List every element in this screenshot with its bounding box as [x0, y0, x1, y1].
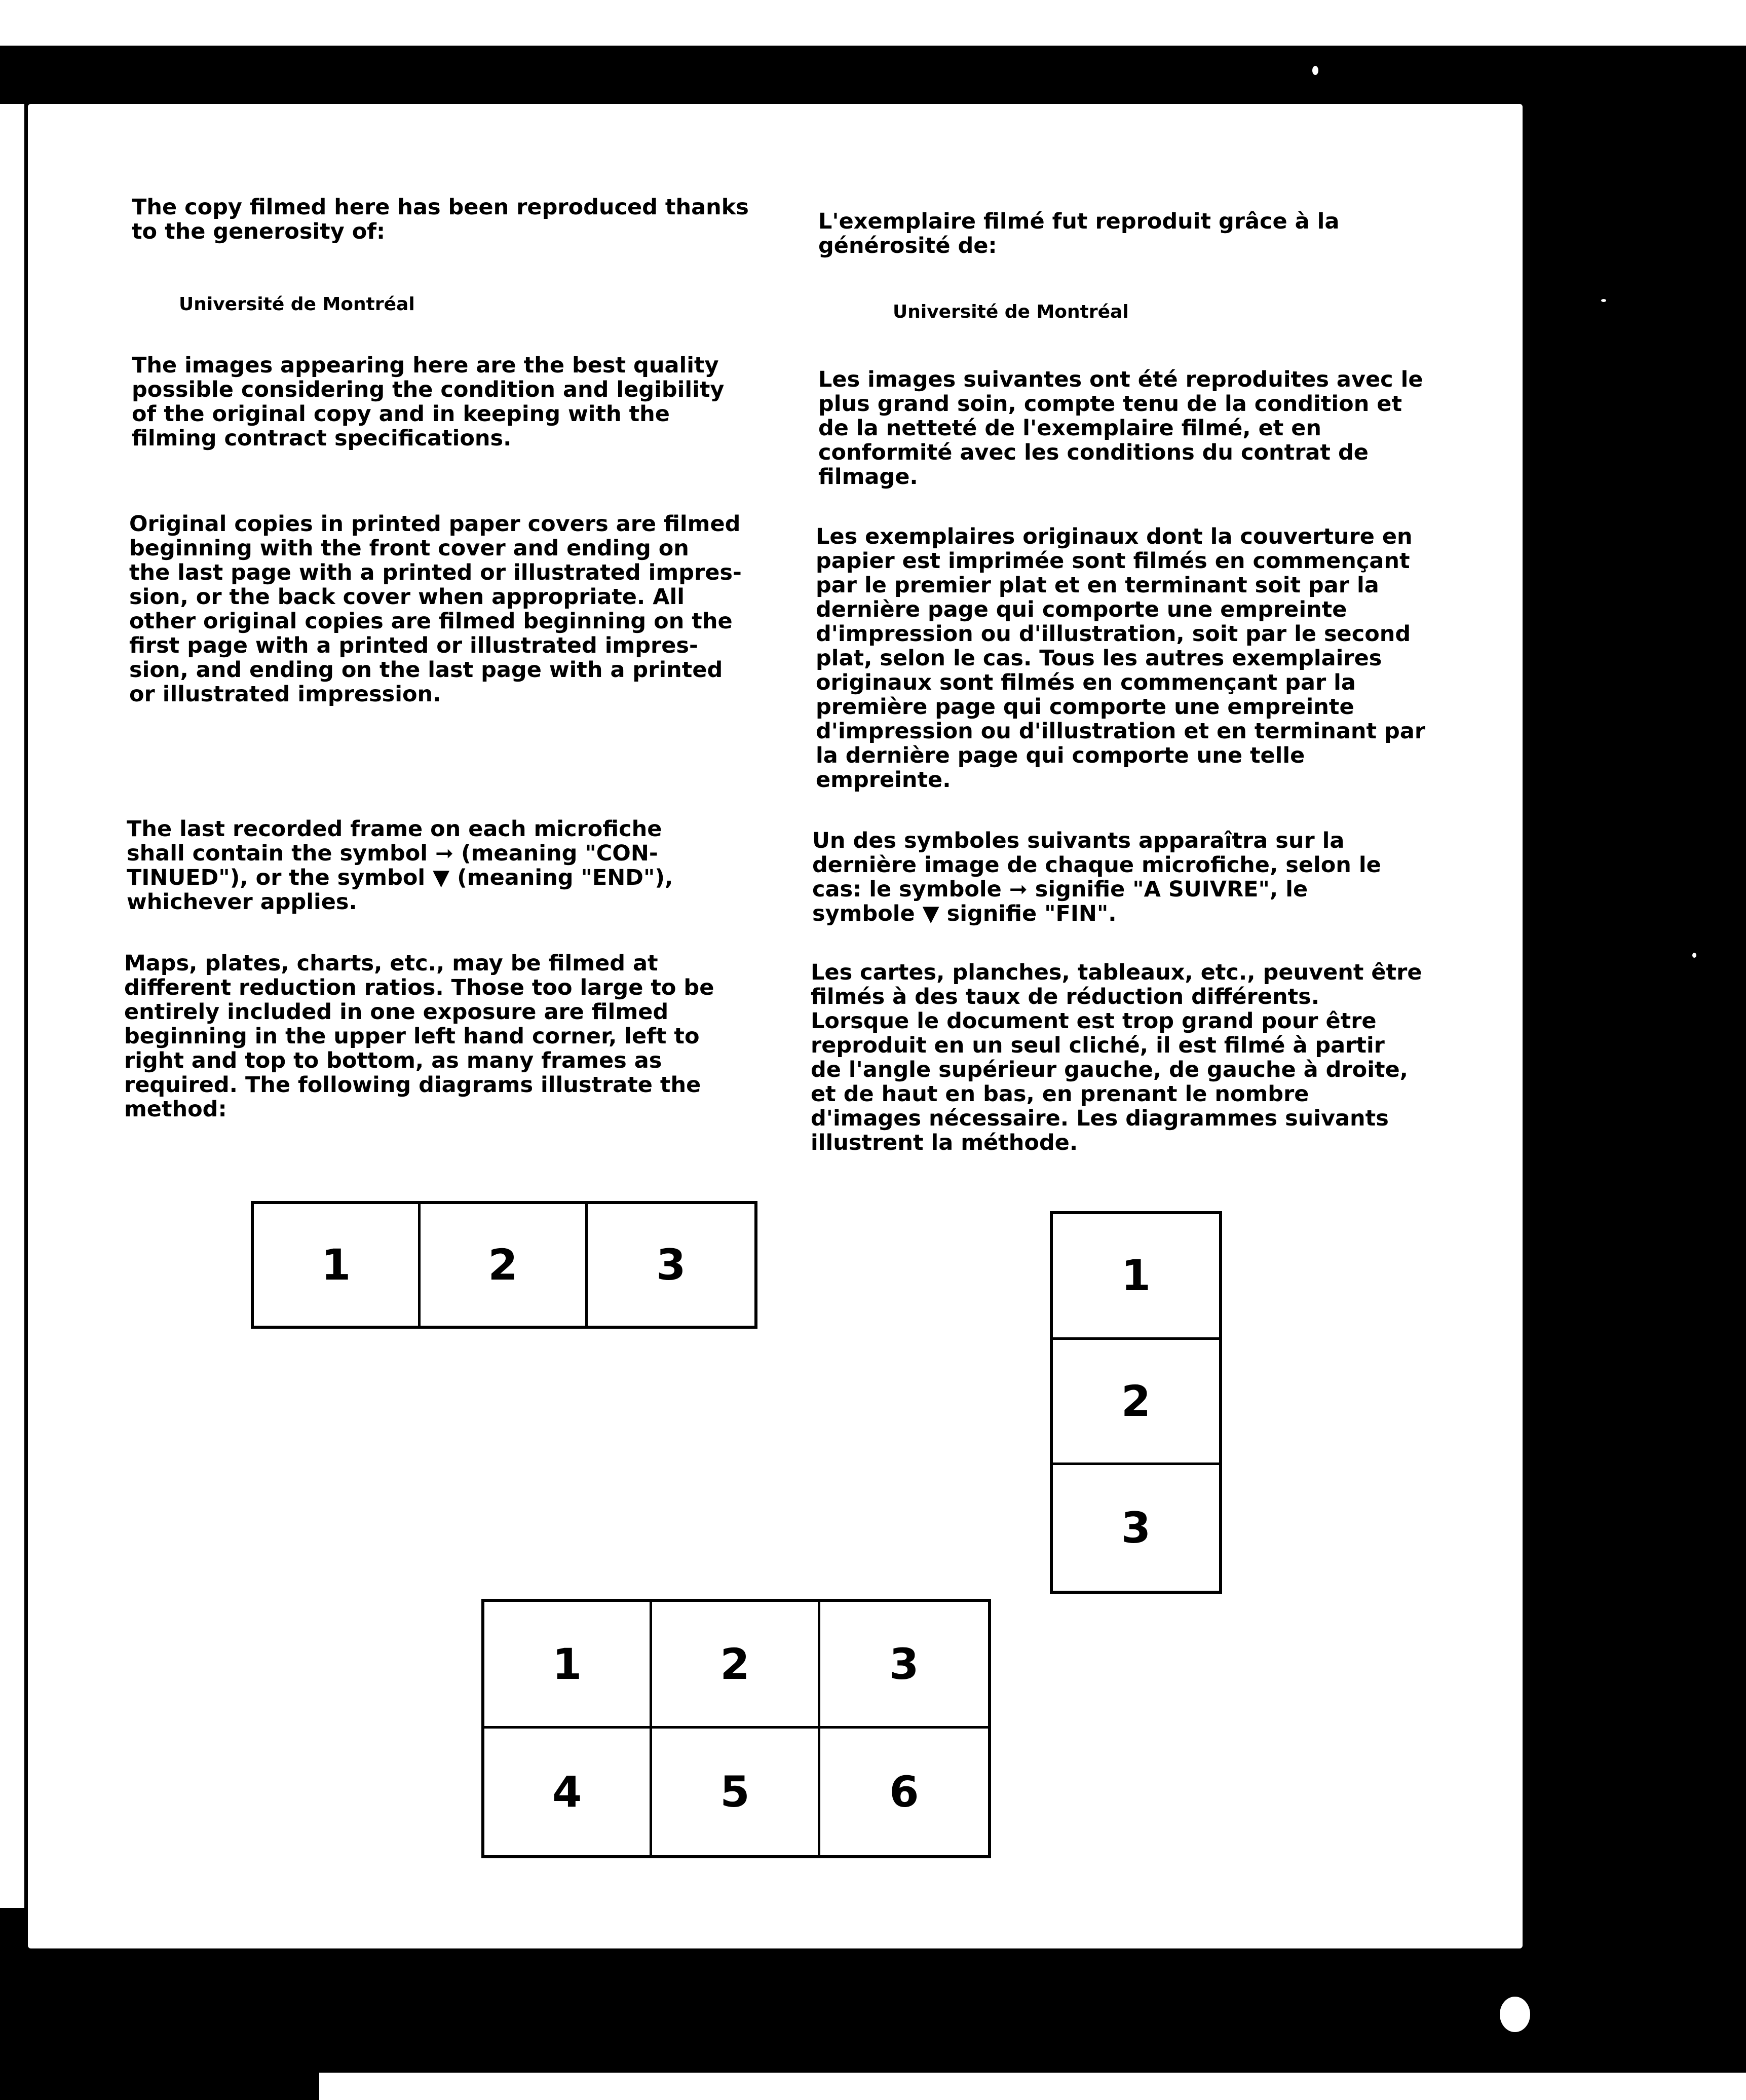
- frame-cell: 1: [254, 1204, 421, 1326]
- frame-cell: 2: [1053, 1340, 1219, 1466]
- french-quality-paragraph: Les images suivantes ont été reproduites avec le plus grand soin, compte tenu de la condition et de la netteté de l'exemplaire filmé, et en conformité avec les conditions du contrat de filmage.: [818, 367, 1423, 490]
- french-symbols-paragraph: Un des symboles suivants apparaîtra sur la dernière image de chaque microfiche, selon le cas: le symbole ➞ signifie "A SUIVRE", le symbole ▼ signifie "FIN".: [812, 828, 1381, 926]
- english-covers-paragraph: Original copies in printed paper covers are filmed beginning with the front cover and ending on the last page with a printed or illustrated impres- sion, or the back cover when appropriate. All other original copies are filmed beginning on the first page with a printed or illustrated impres- sion, and ending on the last page with a printed or illustrated impression.: [129, 511, 742, 707]
- frame-cell: 1: [1053, 1214, 1219, 1340]
- diagram-horizontal-three-frames: [251, 1201, 757, 1329]
- frame-cell: 3: [656, 1240, 686, 1290]
- dust-speck: [1500, 1997, 1530, 2032]
- english-symbols-paragraph: The last recorded frame on each microfiche shall contain the symbol ➞ (meaning "CON- TINUED"), or the symbol ▼ (meaning "END"), whichever applies.: [127, 816, 673, 915]
- frame-cell: 3: [1121, 1503, 1151, 1553]
- english-intro: The copy filmed here has been reproduced thanks to the generosity of:: [132, 195, 749, 244]
- diagram-six-frame-grid: [481, 1599, 991, 1858]
- dust-speck: [1312, 66, 1318, 75]
- english-maps-paragraph: Maps, plates, charts, etc., may be filmed at different reduction ratios. Those too large to be entirely included in one exposure are filmed beginning in the upper left hand corner, left to right and top to bottom, as many frames as required. The following diagrams illustrate the method:: [124, 951, 714, 1122]
- french-maps-paragraph: Les cartes, planches, tableaux, etc., peuvent être filmés à des taux de réduction différents. Lorsque le document est trop grand pour être reproduit en un seul cliché, il est filmé à partir de l'angle supérieur gauche, de gauche à droite, et de haut en bas, en prenant le nombre d'images nécessaire. Les diagrammes suivants illustrent la méthode.: [811, 960, 1422, 1155]
- frame-cell: 6: [889, 1767, 919, 1817]
- top-margin-strip: [0, 0, 1746, 46]
- frame-cell: 4: [484, 1729, 652, 1855]
- dust-speck: [1510, 1490, 1513, 1498]
- english-quality-paragraph: The images appearing here are the best quality possible considering the condition and legibility of the original copy and in keeping with the filming contract specifications.: [132, 353, 725, 451]
- french-covers-paragraph: Les exemplaires originaux dont la couverture en papier est imprimée sont filmés en commençant par le premier plat et en terminant soit par la dernière page qui comporte une empreinte d'impression ou d'illustration, soit par le second plat, selon le cas. Tous les autres exemplaires originaux sont filmés en commençant par la première page qui comporte une empreinte d'impression ou d'illustration et en terminant par la dernière page qui comporte une telle empreinte.: [816, 524, 1426, 793]
- frame-cell: 2: [652, 1602, 820, 1729]
- frame-cell: 5: [652, 1729, 820, 1855]
- dust-speck: [1692, 953, 1696, 958]
- adjacent-page-edge: [0, 104, 27, 1908]
- english-credit: Université de Montréal: [179, 294, 415, 315]
- bottom-margin-strip: [319, 2073, 1746, 2100]
- french-intro: L'exemplaire filmé fut reproduit grâce à la générosité de:: [818, 209, 1340, 258]
- dust-speck: [1601, 299, 1606, 302]
- french-credit: Université de Montréal: [893, 302, 1129, 322]
- diagram-vertical-three-frames: [1050, 1211, 1222, 1594]
- dust-speck: [1495, 953, 1502, 963]
- frame-cell: 2: [421, 1204, 587, 1326]
- frame-cell: 3: [820, 1602, 988, 1729]
- frame-cell: 1: [484, 1602, 652, 1729]
